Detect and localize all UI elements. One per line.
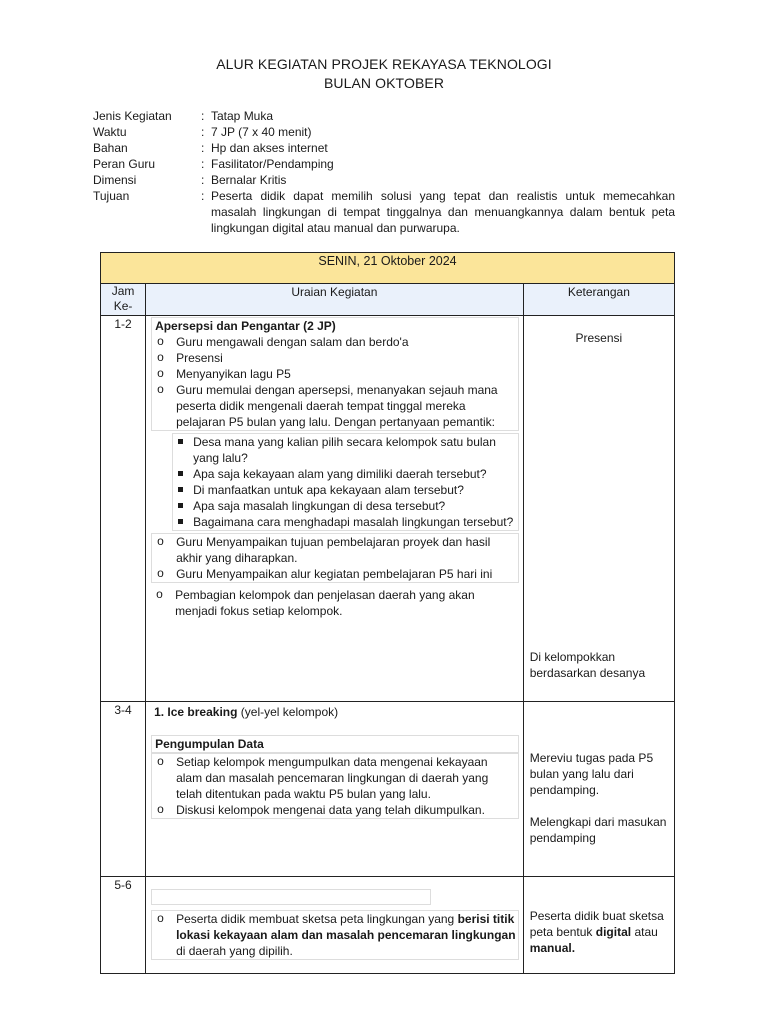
empty-heading-box	[151, 889, 431, 905]
list-item: o Guru Menyampaikan alur kegiatan pembelajaran P5 hari ini	[155, 566, 516, 582]
info-value: Hp dan akses internet	[211, 141, 328, 155]
activity-list	[155, 754, 516, 818]
note-text-1: Peserta didik buat sketsa peta bentuk	[529, 909, 664, 939]
header-row	[101, 284, 675, 316]
jam-cell: 5-6	[101, 877, 146, 974]
note-sketch	[524, 908, 674, 956]
table-row-session-1	[101, 316, 675, 702]
section-heading: Pengumpulan Data	[155, 737, 264, 751]
question-item: Apa saja kekayaan alam yang dimiliki daerah tersebut?	[173, 466, 516, 482]
info-row-waktu	[93, 124, 675, 140]
sketch-text-2: di daerah yang dipilih.	[176, 944, 293, 958]
info-label: Bahan	[93, 141, 128, 155]
sketch-block	[151, 910, 519, 960]
list-item: o Guru Menyampaikan tujuan pembelajaran proyek dan hasil akhir yang diharapkan.	[155, 534, 516, 566]
title-line-2: BULAN OKTOBER	[323, 75, 445, 91]
list-item	[155, 911, 516, 959]
info-colon: :	[201, 189, 205, 203]
note-text-2: atau	[631, 925, 658, 939]
sketch-text-1: Peserta didik membuat sketsa peta lingkungan yang	[176, 912, 458, 926]
data-collection-block	[151, 753, 519, 819]
info-row-jenis-kegiatan	[93, 108, 675, 124]
info-colon: :	[201, 141, 205, 155]
list-item: o Pembagian kelompok dan penjelasan daerah yang akan menjadi fokus setiap kelompok.	[154, 587, 517, 619]
info-label: Dimensi	[93, 173, 137, 187]
note-manual: manual.	[529, 941, 576, 955]
date-heading: SENIN, 21 Oktober 2024	[101, 253, 675, 284]
info-colon: :	[201, 109, 205, 123]
objectives-block	[151, 533, 519, 583]
info-label: Jenis Kegiatan	[93, 109, 172, 123]
column-header-keterangan: Keterangan	[523, 284, 674, 316]
title-line-1: ALUR KEGIATAN PROJEK REKAYASA TEKNOLOGI	[216, 56, 552, 72]
info-value: Tatap Muka	[211, 109, 274, 123]
section-heading: Apersepsi dan Pengantar (2 JP)	[155, 319, 336, 333]
column-header-uraian: Uraian Kegiatan	[146, 284, 524, 316]
column-header-jam: Jam Ke-	[101, 284, 146, 316]
list-item: o Guru mengawali dengan salam dan berdo'a	[155, 334, 516, 350]
list-item: o Menyanyikan lagu P5	[155, 366, 516, 382]
info-value: 7 JP (7 x 40 menit)	[211, 125, 312, 139]
question-item: Desa mana yang kalian pilih secara kelompok satu bulan yang lalu?	[173, 434, 516, 466]
info-row-dimensi	[93, 172, 675, 188]
activity-list	[155, 911, 516, 959]
activity-list	[155, 334, 516, 430]
keterangan-cell	[523, 316, 674, 702]
jam-cell: 1-2	[101, 316, 146, 702]
uraian-cell	[146, 702, 524, 877]
info-label: Peran Guru	[93, 157, 156, 171]
info-colon: :	[201, 125, 205, 139]
table-row-session-2	[101, 702, 675, 877]
trigger-questions-block	[172, 433, 519, 531]
question-item: Bagaimana cara menghadapi masalah lingkungan tersebut?	[173, 514, 516, 530]
activity-info	[93, 108, 675, 236]
jam-cell: 3-4	[101, 702, 146, 877]
info-row-tujuan	[93, 188, 675, 236]
note-review: Mereviu tugas pada P5 bulan yang lalu dari pendamping.	[529, 751, 654, 797]
question-list	[173, 434, 516, 530]
list-item: o Guru memulai dengan apersepsi, menanyakan sejauh mana peserta didik mengenali daerah tempat tinggal mereka pelajaran P5 bulan yang lalu. Dengan pertanyaan pemantik:	[155, 382, 516, 430]
note-presensi: Presensi	[575, 331, 623, 345]
data-collection-heading-box	[151, 735, 519, 753]
info-label: Tujuan	[93, 189, 130, 203]
info-row-bahan	[93, 140, 675, 156]
uraian-cell	[146, 316, 524, 702]
list-item: o Presensi	[155, 350, 516, 366]
info-colon: :	[201, 173, 205, 187]
activity-list	[154, 587, 517, 619]
ice-breaking-label: 1. Ice breaking	[154, 705, 238, 719]
info-value: Peserta didik dapat memilih solusi yang tepat dan realistis untuk memecahkan masalah lingkungan di tempat tinggalnya dan menuangkannya dalam bentuk peta lingkungan digital atau manual dan purwarupa.	[211, 189, 675, 235]
keterangan-cell	[523, 877, 674, 974]
apersepsi-block	[151, 317, 519, 431]
activity-table	[100, 252, 675, 974]
info-value: Fasilitator/Pendamping	[211, 157, 334, 171]
activity-table-wrapper	[100, 252, 675, 977]
keterangan-cell	[523, 702, 674, 877]
note-digital: digital	[595, 925, 632, 939]
sketch-text-bold: berisi titik lokasi kekayaan alam dan masalah pencemaran lingkungan	[176, 912, 516, 942]
list-item: o Setiap kelompok mengumpulkan data mengenai kekayaan alam dan masalah pencemaran lingkungan di daerah yang telah ditentukan pada waktu P5 bulan yang lalu.	[155, 754, 516, 802]
grouping-block	[151, 587, 519, 619]
info-row-peran-guru	[93, 156, 675, 172]
date-row	[101, 253, 675, 284]
ice-breaking-line	[151, 704, 519, 720]
question-item: Apa saja masalah lingkungan di desa tersebut?	[173, 498, 516, 514]
note-complete: Melengkapi dari masukan pendamping	[529, 815, 667, 845]
question-item: Di manfaatkan untuk apa kekayaan alam tersebut?	[173, 482, 516, 498]
info-value: Bernalar Kritis	[211, 173, 287, 187]
uraian-cell	[146, 877, 524, 974]
document-title	[0, 55, 768, 93]
note-grouping: Di kelompokkan berdasarkan desanya	[529, 650, 646, 680]
list-item: o Diskusi kelompok mengenai data yang telah dikumpulkan.	[155, 802, 516, 818]
ice-breaking-detail: (yel-yel kelompok)	[237, 705, 339, 719]
info-label: Waktu	[93, 125, 127, 139]
table-row-session-3	[101, 877, 675, 974]
activity-list	[155, 534, 516, 582]
info-colon: :	[201, 157, 205, 171]
